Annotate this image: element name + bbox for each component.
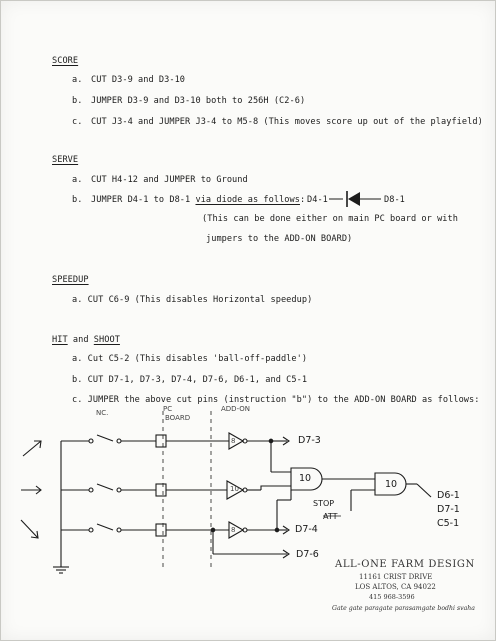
diode-left-label: D4-1 [307,195,328,205]
diode-right-label: D8-1 [384,195,405,205]
stamp-phone: 415 968-3596 [369,593,415,601]
score-item-c-letter: c. [72,117,83,127]
heading-shoot: SHOOT [93,335,120,345]
serve-item-b-post: : [299,195,306,205]
label-pc: PC [163,405,173,413]
wiring-schematic [1,1,496,642]
section-heading-score: SCORE [52,56,79,66]
stamp-motto: Gate gate paragate parasamgate bodhi svaha [332,605,475,612]
stop-label: STOP [313,499,335,508]
hit-item-b: b. CUT D7-1, D7-3, D7-4, D7-6, D6-1, and C5-1 [72,375,308,385]
input-arrow-1 [23,441,41,456]
hit-item-c: c. JUMPER the above cut pins (instruction "b") to the ADD-ON BOARD as follows: [72,395,480,405]
connector-1 [156,435,166,447]
stamp-city: LOS ALTOS, CA 94022 [355,583,436,591]
att-label: ATT [323,512,338,521]
heading-hit: HIT [52,335,68,345]
serve-item-a: CUT H4-12 and JUMPER to Ground [91,175,248,185]
label-nc: NC. [96,409,109,417]
output-d7-6: D7-6 [296,549,319,560]
label-board: BOARD [165,414,191,422]
and-gate-1-label: 10 [299,473,312,484]
connector-2 [156,484,166,496]
inverter-3-label: 8 [231,526,236,534]
input-arrow-3 [21,520,38,538]
serve-item-b-via: via diode as follows [195,195,300,205]
serve-item-a-letter: a. [72,175,83,185]
serve-note-line1: (This can be done either on main PC board or with [202,214,458,224]
label-addon: ADD-ON [221,405,251,413]
final-output-d7-1: D7-1 [437,504,460,515]
score-item-b: JUMPER D3-9 and D3-10 both to 256H (C2-6) [91,96,306,106]
inverter-2-label: 10 [230,485,239,493]
serve-note-line2: jumpers to the ADD-ON BOARD) [206,234,353,244]
connector-3 [156,524,166,536]
final-output-d6-1: D6-1 [437,490,460,501]
and-gate-2-label: 10 [385,479,398,490]
inverter-1-label: 8 [231,437,236,445]
final-output-c5-1: C5-1 [437,518,460,529]
speedup-item-a: a. CUT C6-9 (This disables Horizontal speedup) [72,295,313,305]
input-arrow-2 [21,486,41,494]
serve-item-b-letter: b. [72,195,83,205]
section-heading-speedup: SPEEDUP [52,275,89,285]
hit-item-a: a. Cut C5-2 (This disables 'ball-off-paddle') [72,354,308,364]
serve-item-b-pre: JUMPER D4-1 to D8-1 [91,195,196,205]
output-d7-3: D7-3 [298,435,321,446]
switch-3 [97,524,113,530]
stamp-company: ALL-ONE FARM DESIGN [335,559,475,570]
output-d7-4: D7-4 [295,524,318,535]
switch-1 [97,435,113,441]
stamp-street: 11161 CRIST DRIVE [359,573,433,581]
switch-2 [97,484,113,490]
score-item-c: CUT J3-4 and JUMPER J3-4 to M5-8 (This moves score up out of the playfield) [91,117,483,127]
section-heading-serve: SERVE [52,155,79,165]
score-item-a: CUT D3-9 and D3-10 [91,75,186,85]
score-item-a-letter: a. [72,75,83,85]
score-item-b-letter: b. [72,96,83,106]
heading-and: and [67,335,94,345]
